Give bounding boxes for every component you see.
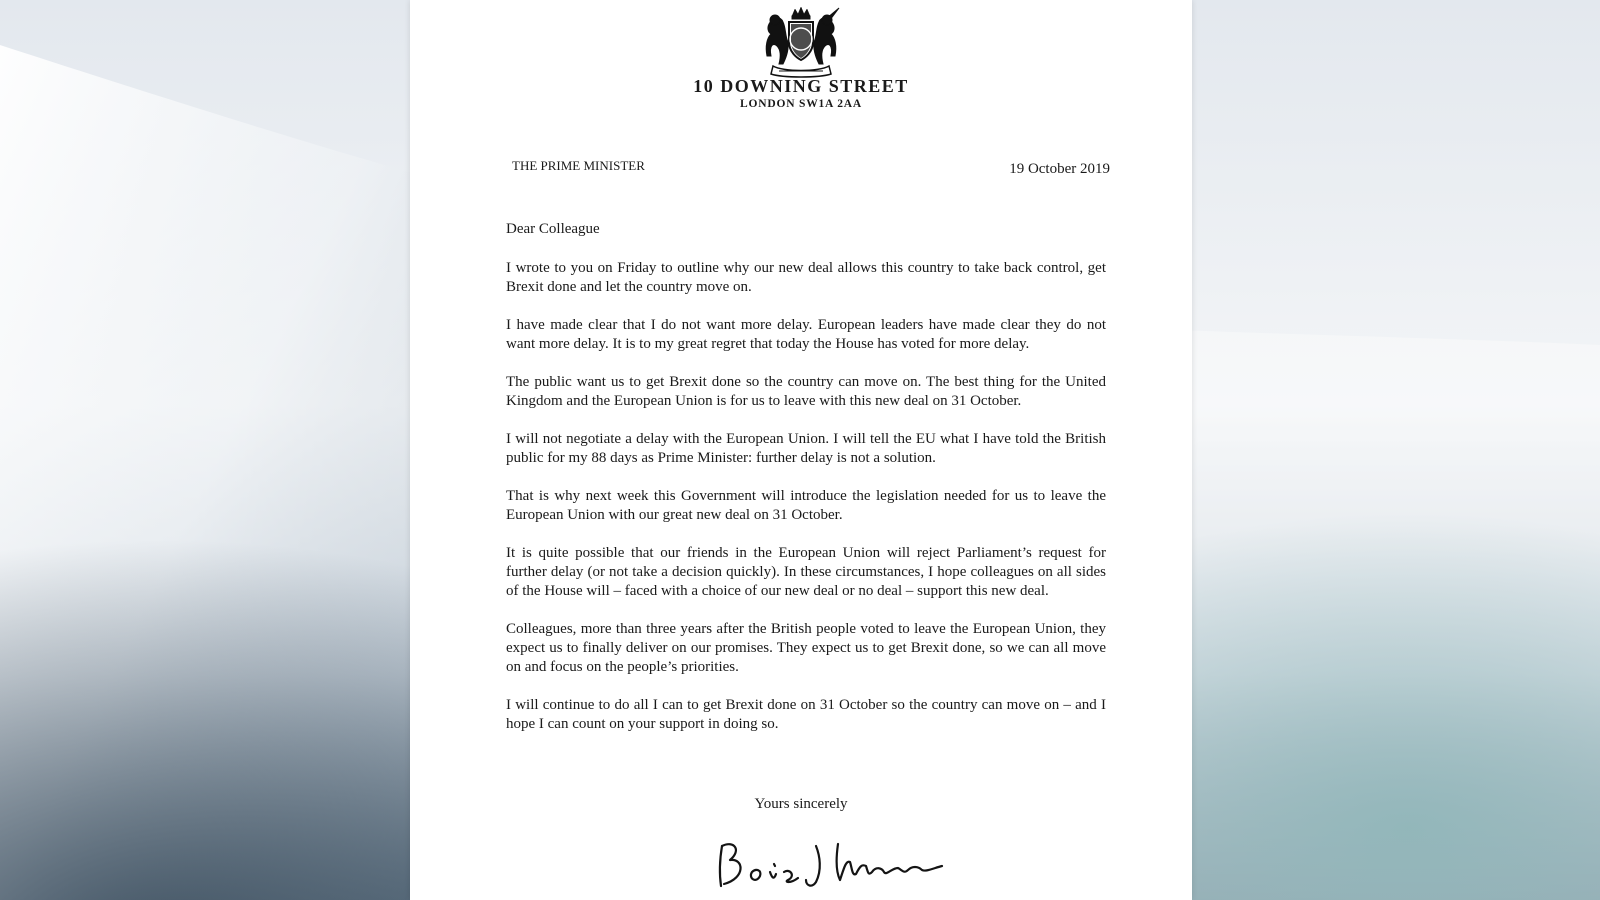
- paragraph-7: Colleagues, more than three years after the British people voted to leave the European Union, they expect us to finally deliver on our promises. They expect us to get Brexit done, so we can all move on and focus on the people’s priorities.: [506, 621, 1106, 675]
- handwritten-signature-icon: [712, 838, 982, 894]
- paragraph-5: That is why next week this Government will introduce the legislation needed for us to leave the European Union with our great new deal on 31 October.: [506, 488, 1106, 523]
- letter-page: [410, 0, 1192, 900]
- letter-date: 19 October 2019: [1009, 161, 1110, 177]
- paragraph-4: I will not negotiate a delay with the European Union. I will tell the EU what I have told the British public for my 88 days as Prime Minister: further delay is not a solution.: [506, 431, 1106, 466]
- paragraph-6: It is quite possible that our friends in the European Union will reject Parliament’s request for further delay (or not take a decision quickly). In these circumstances, I hope colleagues on all sides of the House will – faced with a choice of our new deal or no deal – support this new deal.: [506, 545, 1106, 599]
- address-line-2: LONDON SW1A 2AA: [740, 98, 862, 110]
- closing: Yours sincerely: [754, 796, 848, 812]
- address-line-1: 10 DOWNING STREET: [693, 76, 909, 96]
- sender-title: THE PRIME MINISTER: [512, 158, 645, 173]
- paragraph-1: I wrote to you on Friday to outline why our new deal allows this country to take back control, get Brexit done and let the country move on.: [506, 260, 1106, 295]
- paragraph-3: The public want us to get Brexit done so the country can move on. The best thing for the United Kingdom and the European Union is for us to leave with this new deal on 31 October.: [506, 374, 1106, 409]
- salutation: Dear Colleague: [506, 221, 600, 237]
- paragraph-8: I will continue to do all I can to get Brexit done on 31 October so the country can move on – and I hope I can count on your support in doing so.: [506, 697, 1106, 732]
- letter-body: [506, 220, 1106, 753]
- royal-coat-of-arms-icon: [759, 6, 843, 78]
- paragraph-2: I have made clear that I do not want more delay. European leaders have made clear they do not want more delay. It is to my great regret that today the House has voted for more delay.: [506, 317, 1106, 352]
